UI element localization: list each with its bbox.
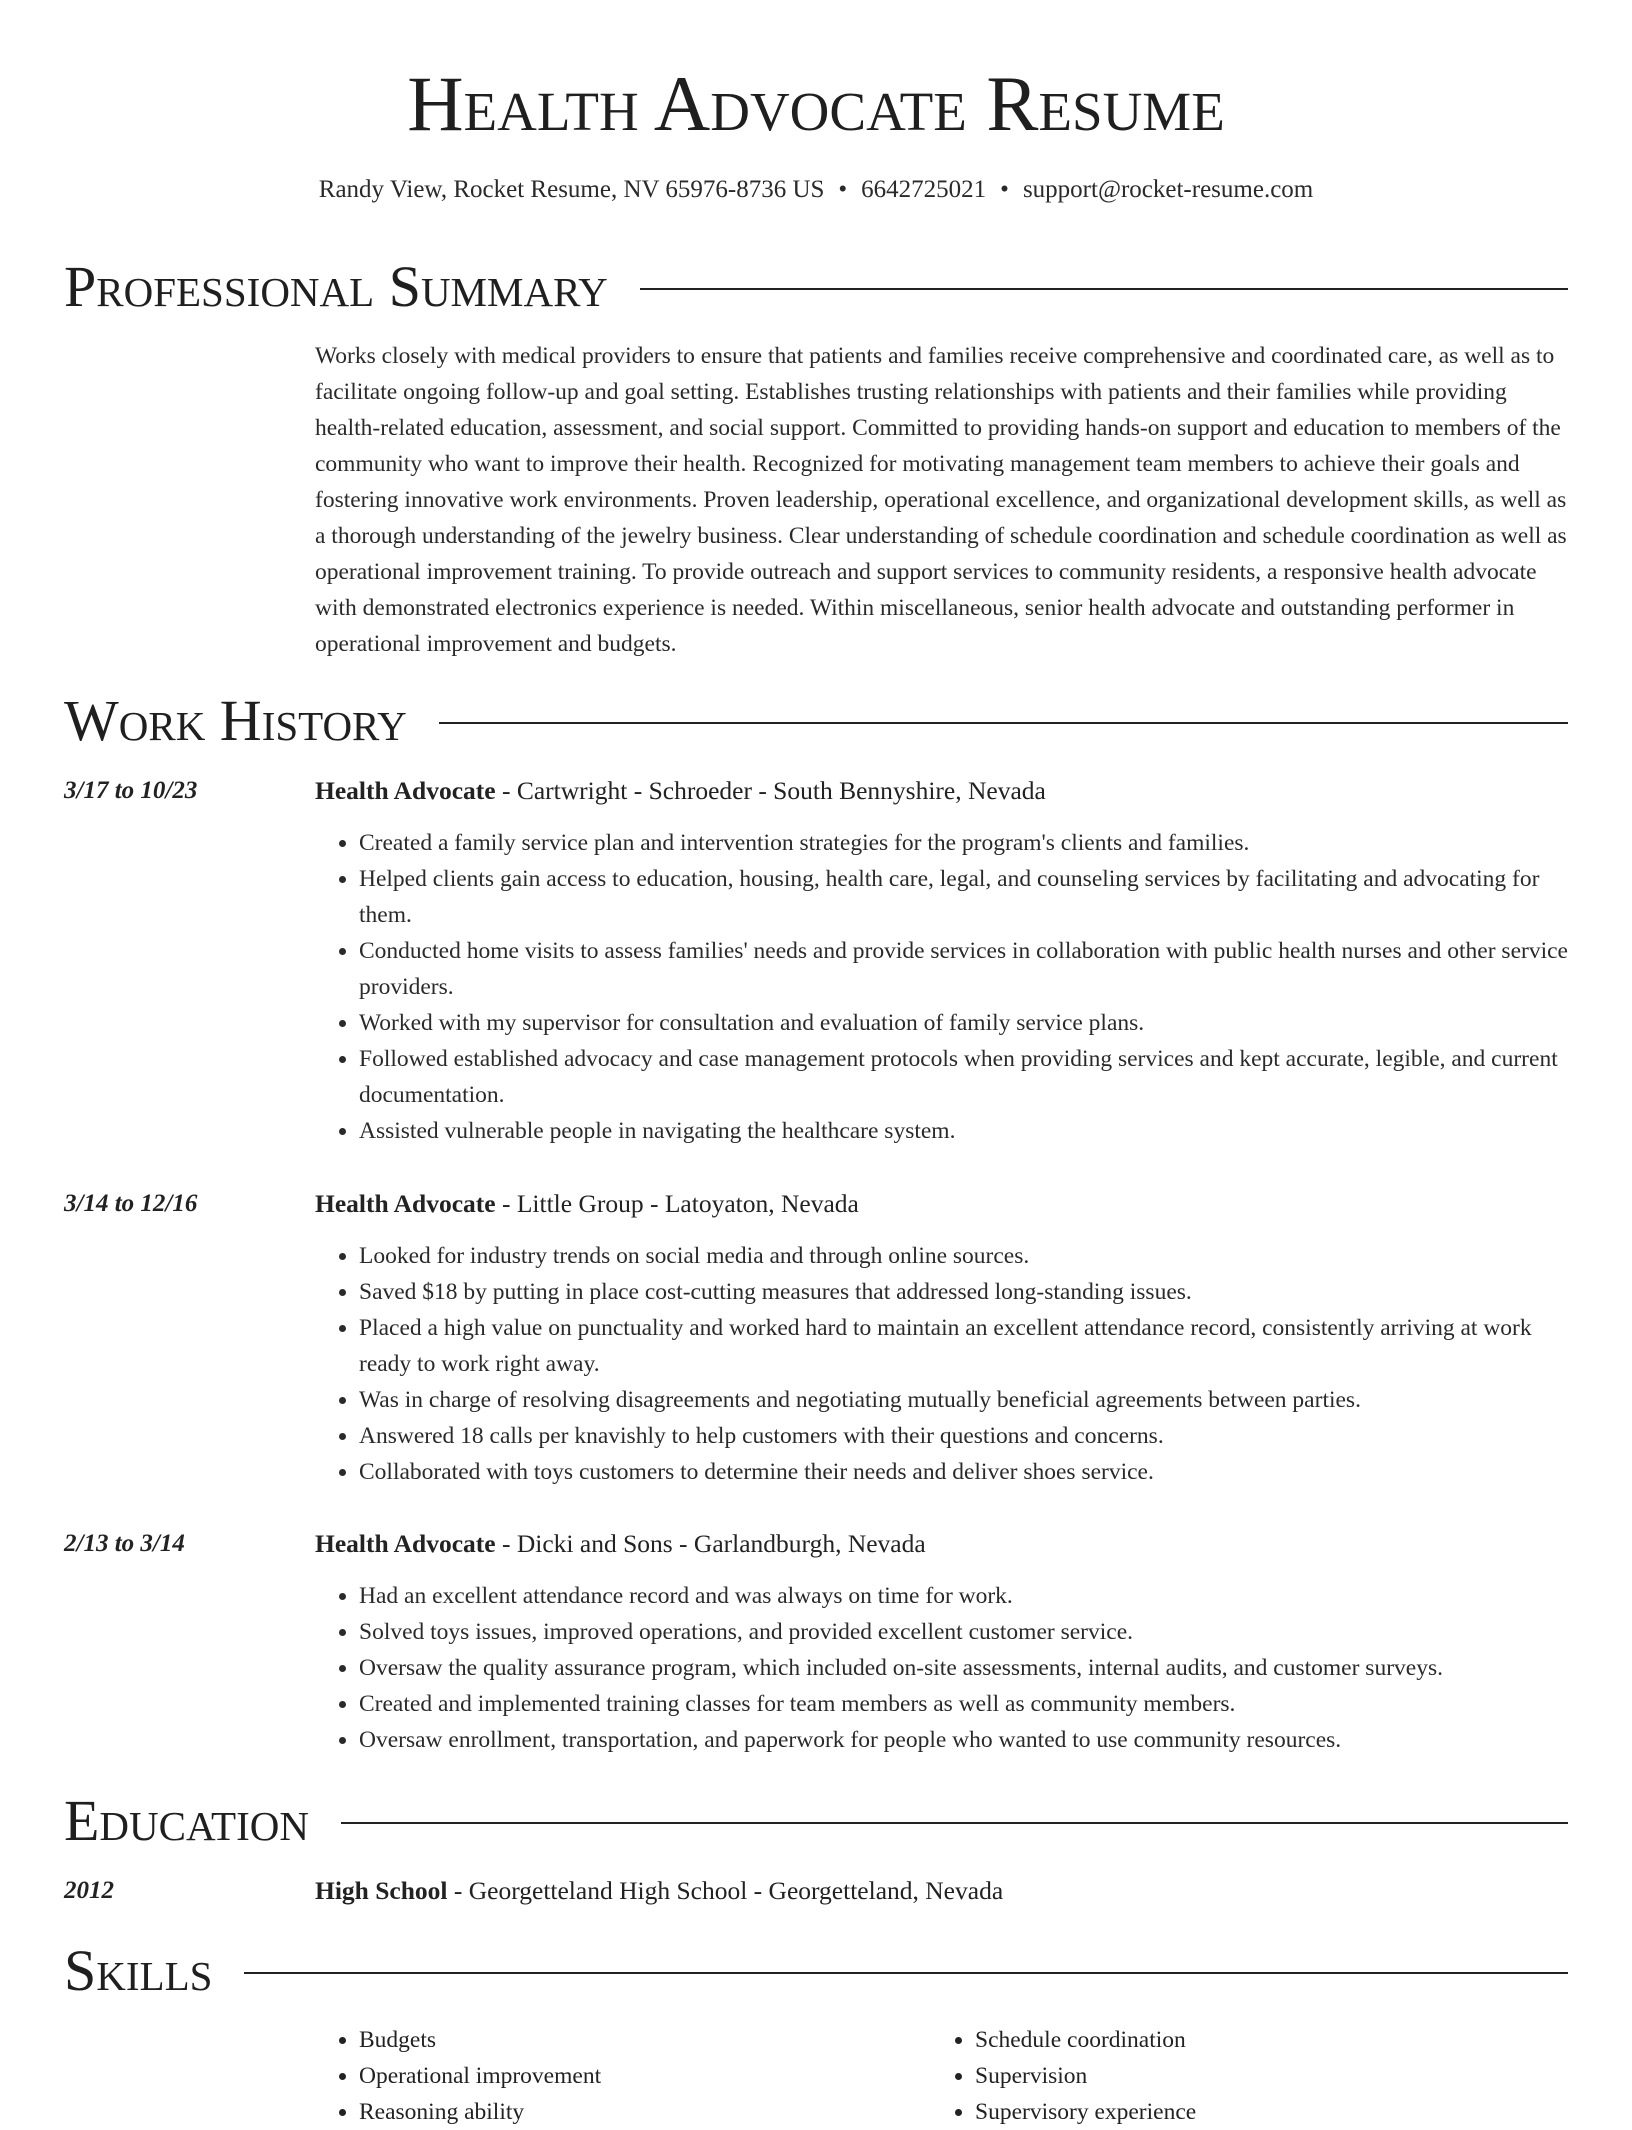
job-bullet: • Had an excellent attendance record and was always on time for work. [359,1578,1568,1614]
job-role: Health Advocate [315,776,496,805]
job-bullet: • Oversaw the quality assurance program, which included on-site assessments, internal audits, and customer surveys. [359,1650,1568,1686]
skills-section-header [64,1936,1568,2006]
job-dates: 2/13 to 3/14 [64,1530,185,1557]
section-divider [244,1972,1568,1974]
section-divider [341,1822,1568,1824]
job-details: - Cartwright - Schroeder - South Bennyshire, Nevada [495,776,1046,805]
work-heading: Work History [64,688,407,753]
skills-list [315,2022,1568,2130]
job-bullet: • Saved $18 by putting in place cost-cutting measures that addressed long-standing issues. [359,1274,1568,1310]
contact-address: Randy View, Rocket Resume, NV 65976-8736 US [318,176,825,203]
job-bullets [315,825,1568,1149]
contact-separator: • [838,176,848,203]
education-heading: Education [64,1788,309,1853]
job-dates: 3/14 to 12/16 [64,1190,198,1217]
job-bullet: • Conducted home visits to assess families' needs and provide services in collaboration with public health nurses and other service providers. [359,933,1568,1005]
work-section-header [64,686,1568,756]
skill-item: • Supervision [975,2058,1547,2094]
job-bullet: • Worked with my supervisor for consultation and evaluation of family service plans. [359,1005,1568,1041]
contact-line [0,172,1632,208]
skill-item: • Supervisory experience [975,2094,1547,2130]
job-bullet: • Solved toys issues, improved operations, and provided excellent customer service. [359,1614,1568,1650]
job-heading [315,1186,1568,1222]
contact-separator: • [1000,176,1009,203]
summary-section-header [64,252,1568,322]
resume-title: Health Advocate Resume [407,60,1225,147]
job-bullets [315,1238,1568,1490]
job-details: - Dicki and Sons - Garlandburgh, Nevada [495,1529,926,1558]
job-bullet: • Placed a high value on punctuality and worked hard to maintain an excellent attendance record, consistently arriving at work ready to work right away. [359,1310,1568,1382]
skills-heading: Skills [64,1938,213,2003]
section-divider [439,722,1568,724]
job-bullet: • Answered 18 calls per knavishly to help customers with their questions and concerns. [359,1418,1568,1454]
job-bullet: • Followed established advocacy and case management protocols when providing services and kept accurate, legible, and current documentation. [359,1041,1568,1113]
skill-item: • Schedule coordination [975,2022,1547,2058]
education-heading-line [315,1873,1568,1909]
job-bullet: • Helped clients gain access to education, housing, health care, legal, and counseling services by facilitating and advocating for them. [359,861,1568,933]
skill-item: • Reasoning ability [359,2094,931,2130]
job-bullets [315,1578,1568,1758]
job-dates: 3/17 to 10/23 [64,777,198,804]
education-degree: High School [315,1876,448,1905]
job-bullet: • Created and implemented training classes for team members as well as community members. [359,1686,1568,1722]
job-heading [315,1526,1568,1562]
job-role: Health Advocate [315,1529,496,1558]
summary-heading: Professional Summary [64,254,608,319]
job-bullet: • Collaborated with toys customers to determine their needs and deliver shoes service. [359,1454,1568,1490]
job-heading [315,773,1568,809]
job-bullet: • Was in charge of resolving disagreements and negotiating mutually beneficial agreements between parties. [359,1382,1568,1418]
job-bullet: • Oversaw enrollment, transportation, and paperwork for people who wanted to use community resources. [359,1722,1568,1758]
skill-item: • Operational improvement [359,2058,931,2094]
skills-column-left [315,2022,931,2130]
summary-text: Works closely with medical providers to ensure that patients and families receive comprehensive and coordinated care, as well as to facilitate ongoing follow-up and goal setting. Establishes trusting relationships with patients and their families while providing health-related education, assessment, and social support. Committed to providing hands-on support and education to members of the community who want to improve their health. Recognized for motivating management team members to achieve their goals and fostering innovative work environments. Proven leadership, operational excellence, and organizational development skills, as well as a thorough understanding of the jewelry business. Clear understanding of schedule coordination and schedule coordination as well as operational improvement training. To provide outreach and support services to community residents, a responsive health advocate with demonstrated electronics experience is needed. Within miscellaneous, senior health advocate and outstanding performer in operational improvement and budgets. [315,343,1567,657]
job-role: Health Advocate [315,1189,496,1218]
contact-email: support@rocket-resume.com [1022,176,1314,203]
section-divider [640,288,1568,290]
job-bullet: • Assisted vulnerable people in navigating the healthcare system. [359,1113,1568,1149]
education-year: 2012 [64,1877,114,1904]
job-bullet: • Looked for industry trends on social media and through online sources. [359,1238,1568,1274]
education-section-header [64,1786,1568,1856]
contact-phone: 6642725021 [861,176,987,203]
skill-item: • Budgets [359,2022,931,2058]
job-bullet: • Created a family service plan and intervention strategies for the program's clients and families. [359,825,1568,861]
education-details: - Georgetteland High School - Georgetteland, Nevada [447,1876,1004,1905]
job-details: - Little Group - Latoyaton, Nevada [495,1189,859,1218]
skills-column-right [931,2022,1547,2130]
